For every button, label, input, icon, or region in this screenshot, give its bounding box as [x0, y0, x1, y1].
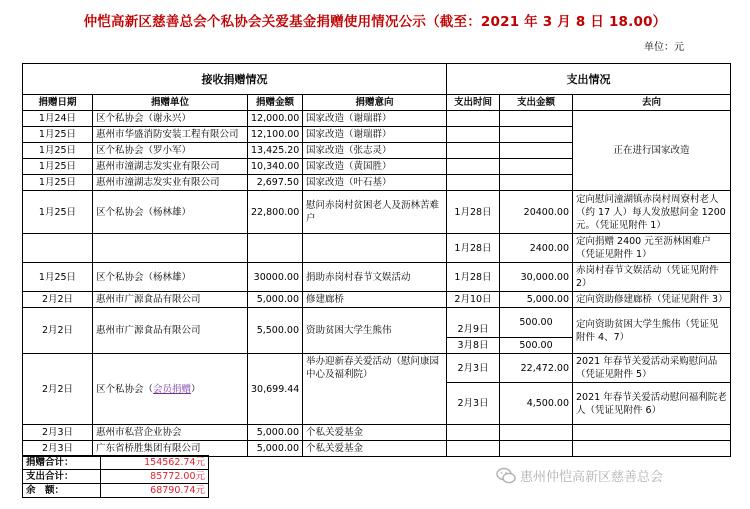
expense-amount: 30,000.00	[500, 263, 573, 292]
donor: 区个私协会（杨林雄）	[93, 191, 248, 234]
expense-time: 3月8日	[447, 338, 500, 354]
table-row	[23, 263, 731, 292]
donor-prefix: 区个私协会（	[96, 383, 154, 395]
expense-amount: 22,472.00	[500, 354, 573, 383]
donation-amount: 30,699.44	[248, 354, 303, 425]
expense-time: 1月28日	[447, 191, 500, 234]
donation-intent: 国家改造（黄国胜）	[303, 159, 447, 175]
expense-time	[447, 425, 500, 441]
donor: 惠州市广源食品有限公司	[93, 308, 248, 354]
expense-amount	[500, 127, 573, 143]
donation-intent: 捐助赤岗村春节文娱活动	[303, 263, 447, 292]
donor: 惠州市私营企业协会	[93, 425, 248, 441]
expense-amount	[500, 159, 573, 175]
expense-time: 2月9日	[447, 308, 500, 338]
donation-intent: 国家改造（张志灵）	[303, 143, 447, 159]
col-header: 支出金额	[500, 95, 573, 111]
donation-intent: 国家改造（谢瑞群）	[303, 111, 447, 127]
donation-date: 1月25日	[23, 175, 93, 191]
donor: 惠州市潼湖志发实业有限公司	[93, 175, 248, 191]
donation-date: 2月2日	[23, 292, 93, 308]
expense-destination: 正在进行国家改造	[573, 111, 731, 191]
expense-amount	[500, 143, 573, 159]
donor: 区个私协会（谢永兴）	[93, 111, 248, 127]
watermark-text: 惠州仲恺高新区慈善总会	[520, 470, 664, 485]
donation-table	[22, 63, 731, 457]
summary-value: 154562.74元	[101, 456, 209, 470]
donation-amount	[248, 234, 303, 263]
donation-amount: 12,100.00	[248, 127, 303, 143]
table-row	[23, 234, 731, 263]
expense-amount: 500.00	[500, 338, 573, 354]
donor: 惠州市潼湖志发实业有限公司	[93, 159, 248, 175]
expense-amount: 2400.00	[500, 234, 573, 263]
expense-destination: 2021 年春节关爱活动采购慰问品（凭证见附件 5）	[573, 354, 731, 383]
donation-intent: 个私关爱基金	[303, 441, 447, 457]
donation-intent: 慰问赤岗村贫困老人及沥林苦难户	[303, 191, 447, 234]
col-header: 捐赠日期	[23, 95, 93, 111]
donation-date: 2月2日	[23, 308, 93, 354]
donation-amount: 12,000.00	[248, 111, 303, 127]
wechat-icon	[496, 467, 516, 485]
expense-time: 2月3日	[447, 354, 500, 383]
member-donation-link[interactable]: 会员捐赠	[153, 383, 192, 395]
expense-header: 支出情况	[447, 64, 731, 95]
expense-time: 2月10日	[447, 292, 500, 308]
donation-date: 1月25日	[23, 127, 93, 143]
donor: 惠州市广源食品有限公司	[93, 292, 248, 308]
col-header: 捐赠单位	[93, 95, 248, 111]
expense-amount	[500, 111, 573, 127]
donation-intent: 举办迎新春关爱活动（慰问康园中心及福利院）	[303, 354, 447, 425]
donation-date: 2月3日	[23, 425, 93, 441]
donation-date: 1月24日	[23, 111, 93, 127]
summary-value: 85772.00元	[101, 470, 209, 484]
expense-amount: 5,000.00	[500, 292, 573, 308]
expense-amount: 20400.00	[500, 191, 573, 234]
donor	[93, 234, 248, 263]
donor: 区个私协会（杨林雄）	[93, 263, 248, 292]
expense-time: 1月28日	[447, 263, 500, 292]
donation-amount: 5,500.00	[248, 308, 303, 354]
donation-intent: 个私关爱基金	[303, 425, 447, 441]
donation-amount: 5,000.00	[248, 292, 303, 308]
expense-destination: 定向捐赠 2400 元至沥林困难户（凭证见附件 1）	[573, 234, 731, 263]
donor: 惠州市华盛消防安装工程有限公司	[93, 127, 248, 143]
table-row	[23, 111, 731, 127]
expense-amount	[500, 175, 573, 191]
summary-table	[22, 455, 209, 498]
table-row	[23, 292, 731, 308]
unit-label: 单位：元	[644, 42, 684, 53]
expense-amount: 500.00	[500, 308, 573, 338]
summary-row	[23, 456, 209, 470]
donation-amount: 5,000.00	[248, 425, 303, 441]
expense-destination: 定向资助修建廊桥（凭证见附件 3）	[573, 292, 731, 308]
donation-date: 2月3日	[23, 441, 93, 457]
section-header-row	[23, 64, 731, 95]
donation-amount: 10,340.00	[248, 159, 303, 175]
expense-amount	[500, 441, 573, 457]
expense-time: 2月3日	[447, 383, 500, 425]
summary-row	[23, 470, 209, 484]
expense-time	[447, 159, 500, 175]
expense-time	[447, 143, 500, 159]
donation-date	[23, 234, 93, 263]
expense-destination: 定向慰问潼湖镇赤岗村周寮村老人（约 17 人）每人发放慰问金 1200 元。（凭证见附件 1）	[573, 191, 731, 234]
donor-suffix: ）	[191, 383, 201, 395]
table-row	[23, 308, 731, 338]
expense-destination	[573, 441, 731, 457]
expense-destination: 定向资助贫困大学生熊伟（凭证见附件 4、7）	[573, 308, 731, 354]
column-header-row	[23, 95, 731, 111]
table-row	[23, 425, 731, 441]
donation-amount: 30000.00	[248, 263, 303, 292]
expense-destination	[573, 425, 731, 441]
summary-row	[23, 484, 209, 498]
donation-intent: 修建廊桥	[303, 292, 447, 308]
page-title: 仲恺高新区慈善总会个私协会关爱基金捐赠使用情况公示（截至：2021 年 3 月 8 日 18.00）	[83, 14, 667, 30]
donation-intent: 国家改造（谢瑞群）	[303, 127, 447, 143]
expense-time	[447, 111, 500, 127]
expense-destination: 2021 年春节关爱活动慰问福利院老人（凭证见附件 6）	[573, 383, 731, 425]
donation-date: 2月2日	[23, 354, 93, 425]
col-header: 支出时间	[447, 95, 500, 111]
expense-time	[447, 441, 500, 457]
table-row	[23, 191, 731, 234]
donor	[93, 354, 248, 425]
watermark	[496, 466, 663, 485]
summary-value: 68790.74元	[101, 484, 209, 498]
donation-intent	[303, 234, 447, 263]
summary-label: 余 额：	[23, 484, 101, 498]
expense-destination: 赤岗村春节文娱活动（凭证见附件 2）	[573, 263, 731, 292]
col-header: 捐赠金额	[248, 95, 303, 111]
donation-date: 1月25日	[23, 143, 93, 159]
donation-amount: 13,425.20	[248, 143, 303, 159]
donation-amount: 22,800.00	[248, 191, 303, 234]
donation-amount: 2,697.50	[248, 175, 303, 191]
donation-intent: 国家改造（叶石基）	[303, 175, 447, 191]
summary-label: 捐赠合计：	[23, 456, 101, 470]
col-header: 捐赠意向	[303, 95, 447, 111]
received-header: 接收捐赠情况	[23, 64, 447, 95]
expense-time	[447, 175, 500, 191]
expense-amount: 4,500.00	[500, 383, 573, 425]
donation-date: 1月25日	[23, 191, 93, 234]
col-header: 去向	[573, 95, 731, 111]
donor: 广东省桥胜集团有限公司	[93, 441, 248, 457]
expense-amount	[500, 425, 573, 441]
donation-date: 1月25日	[23, 263, 93, 292]
donor: 区个私协会（罗小军）	[93, 143, 248, 159]
donation-amount: 5,000.00	[248, 441, 303, 457]
table-row	[23, 354, 731, 383]
expense-time: 1月28日	[447, 234, 500, 263]
summary-label: 支出合计：	[23, 470, 101, 484]
donation-intent: 资助贫困大学生熊伟	[303, 308, 447, 354]
donation-date: 1月25日	[23, 159, 93, 175]
expense-time	[447, 127, 500, 143]
